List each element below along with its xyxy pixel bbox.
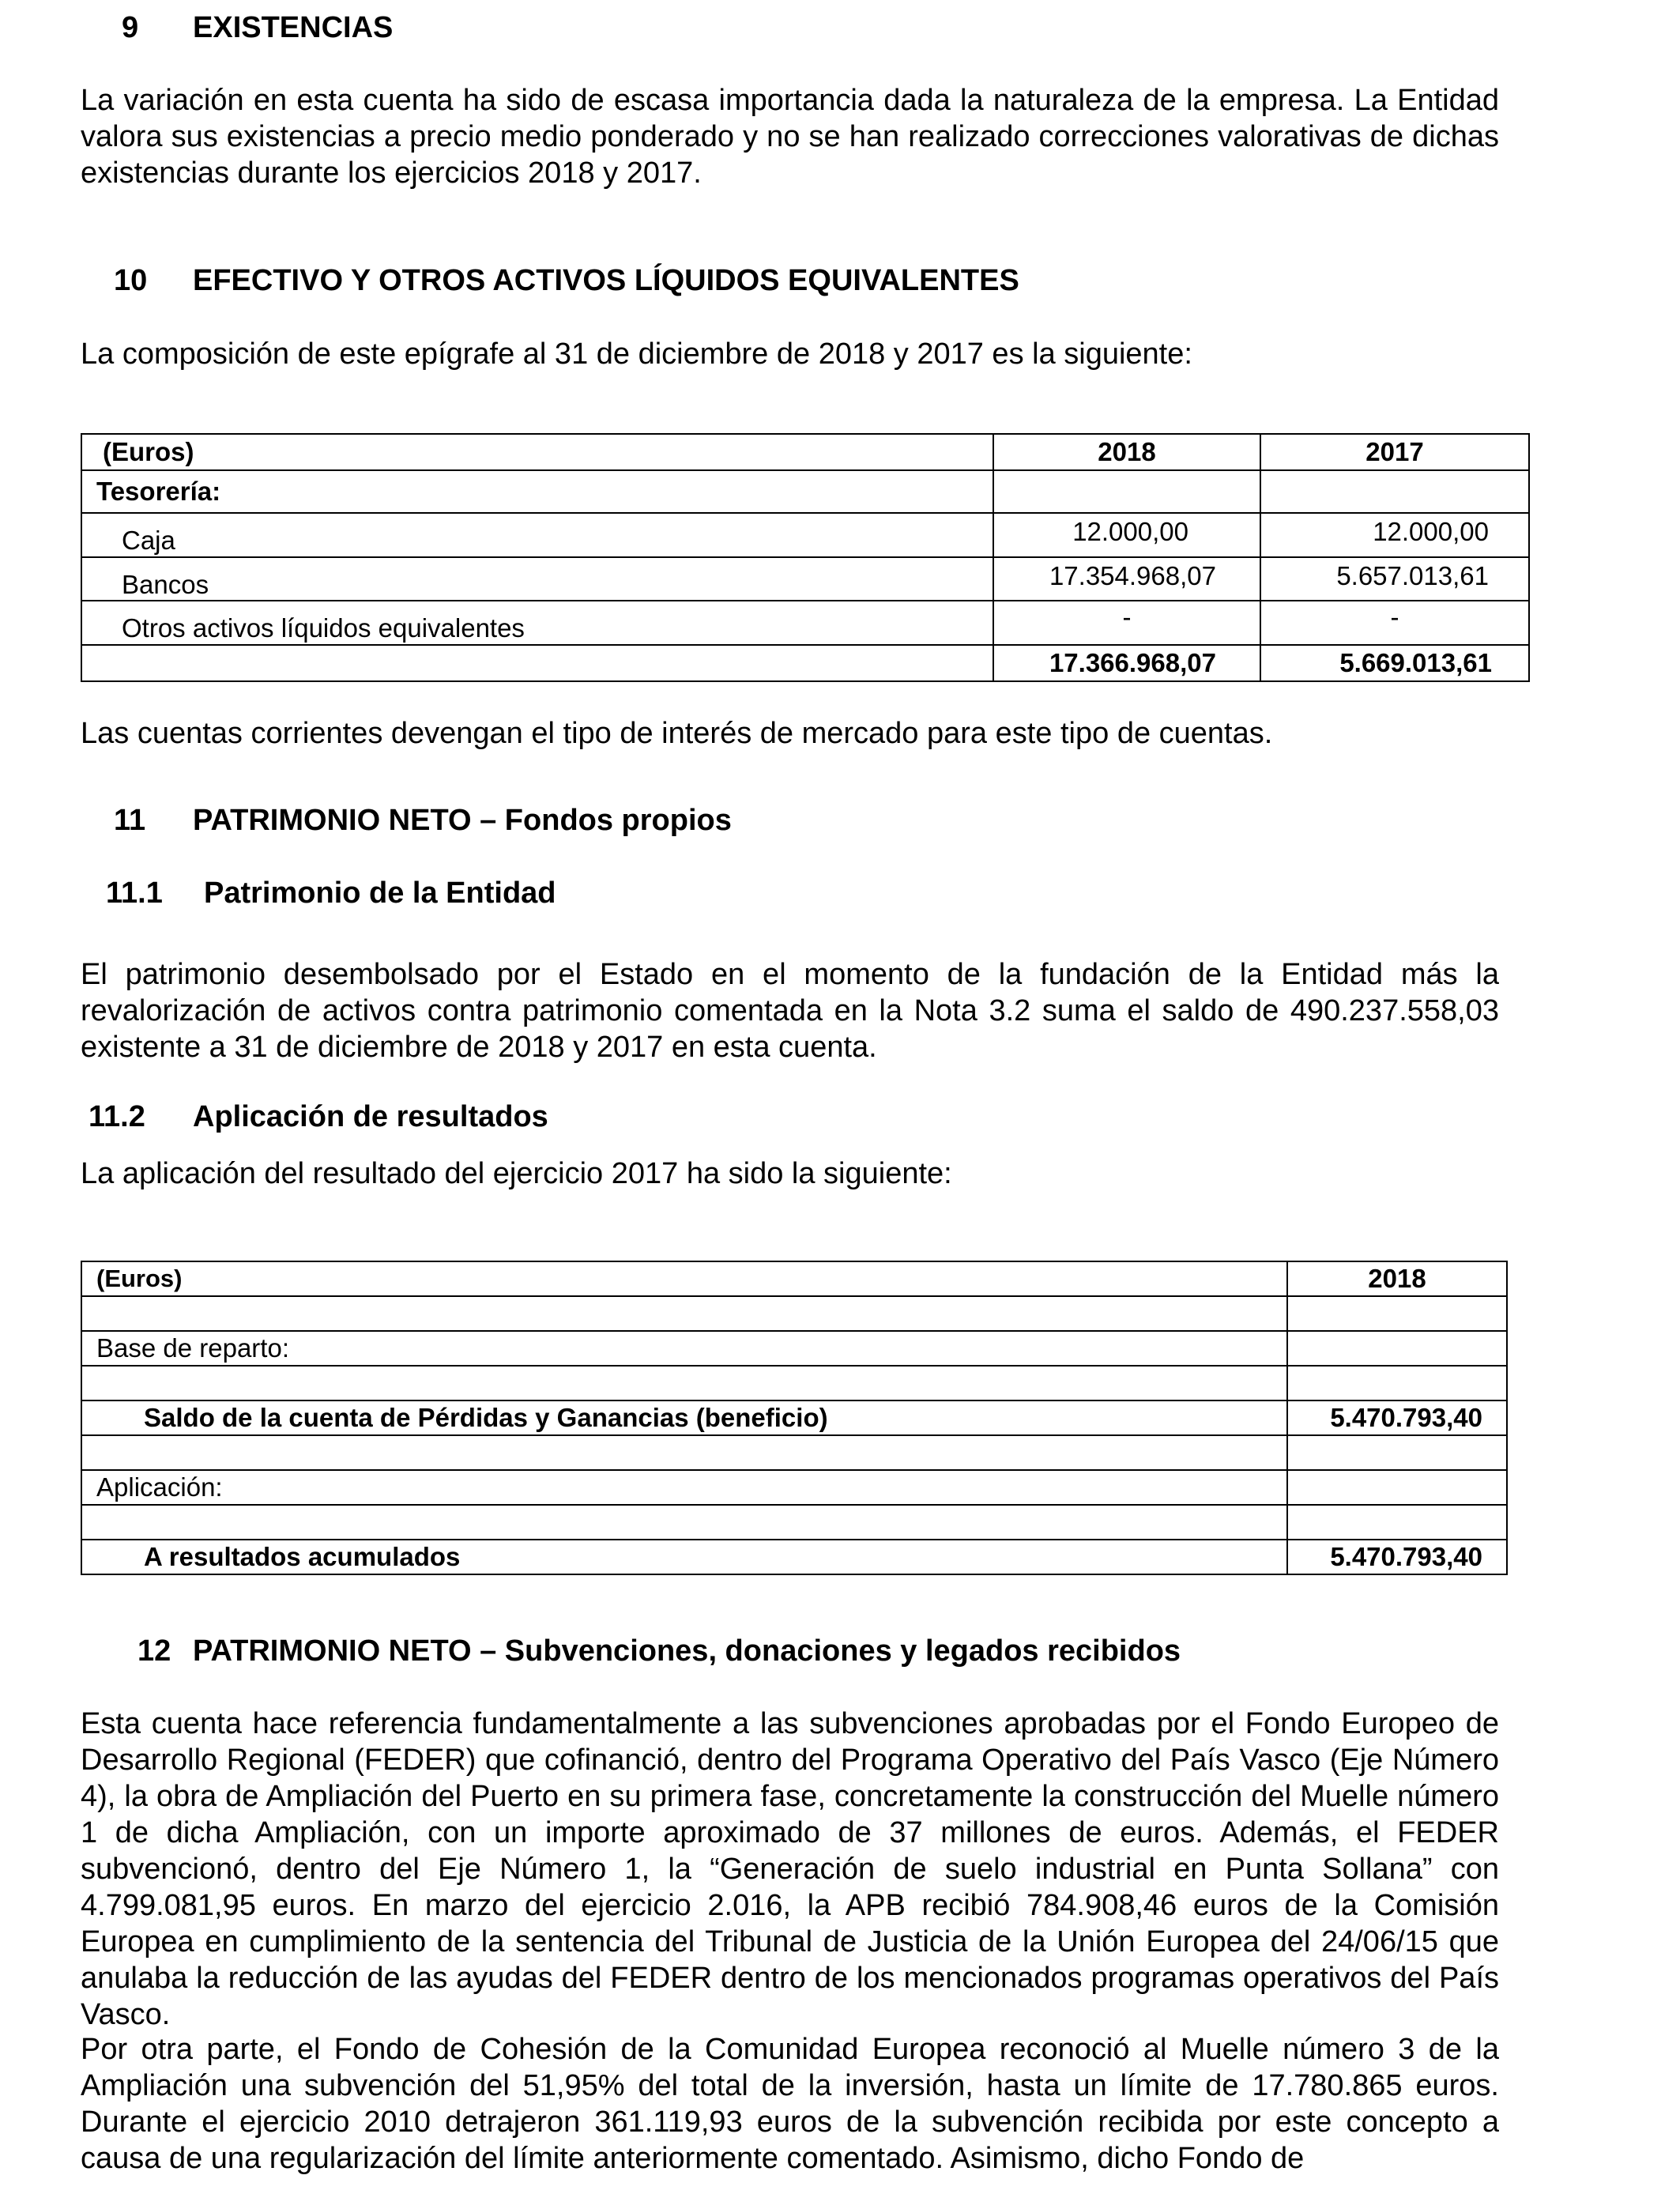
- section-11-2-heading: [89, 1102, 1037, 1133]
- section-12-heading: [137, 1636, 1481, 1668]
- section-10-note: Las cuentas corrientes devengan el tipo de interés de mercado para este tipo de cuentas.: [81, 717, 1273, 750]
- section-10-heading: [114, 266, 1220, 297]
- section-11-1-heading: [106, 878, 1054, 910]
- row-label: Saldo de la cuenta de Pérdidas y Ganancias (beneficio): [81, 1400, 1287, 1435]
- table-row: [81, 1331, 1507, 1366]
- section-number: 11: [114, 804, 146, 837]
- table-header-row: [81, 1261, 1507, 1296]
- section-11-2-intro: La aplicación del resultado del ejercicio 2017 ha sido la siguiente:: [81, 1157, 952, 1190]
- section-11-heading: [114, 805, 1062, 837]
- table-spacer-row: [81, 1505, 1507, 1540]
- group-label: Tesorería:: [81, 470, 993, 513]
- section-title: EXISTENCIAS: [193, 11, 394, 44]
- total-2018: 17.366.968,07: [993, 645, 1260, 681]
- row-label: Aplicación:: [81, 1470, 1287, 1505]
- row-value-2017: 12.000,00: [1260, 513, 1529, 557]
- row-value-2017: -: [1260, 601, 1529, 645]
- row-value: 5.470.793,40: [1287, 1540, 1507, 1574]
- table-total-row: [81, 645, 1529, 681]
- header-label: (Euros): [81, 434, 993, 470]
- section-title: Aplicación de resultados: [193, 1100, 548, 1133]
- section-number: 9: [122, 11, 139, 44]
- table-group-row: [81, 470, 1529, 513]
- section-number: 11.1: [106, 876, 163, 910]
- section-12-paragraph-1: Esta cuenta hace referencia fundamentalmente a las subvenciones aprobadas por el Fondo Europeo de Desarrollo Regional (FEDER) que cofinanció, dentro del Programa Operativo del País Vasco (Eje Número 4), la obra de Ampliación del Puerto en su primera fase, concretamente la construcción del Muelle número 1 de dicha Ampliación, con un importe aproximado de 37 millones de euros. Además, el FEDER subvencionó, dentro del Eje Número 1, la “Generación de suelo industrial en Punta Sollana” con 4.799.081,95 euros. En marzo del ejercicio 2.016, la APB recibió 784.908,46 euros de la Comisión Europea en cumplimiento de la sentencia del Tribunal de Justicia de la Unión Europea del 24/06/15 que anulaba la reducción de las ayudas del FEDER dentro de los mencionados programas operativos del País Vasco.: [81, 1707, 1499, 2031]
- table-row: [81, 1540, 1507, 1574]
- row-label: A resultados acumulados: [81, 1540, 1287, 1574]
- table-row: [81, 1400, 1507, 1435]
- row-value-2018: 17.354.968,07: [993, 557, 1260, 601]
- row-label: Otros activos líquidos equivalentes: [81, 601, 993, 645]
- header-year: 2018: [1287, 1261, 1507, 1296]
- section-title: Patrimonio de la Entidad: [204, 876, 556, 910]
- table-spacer-row: [81, 1435, 1507, 1470]
- section-11-1-paragraph: El patrimonio desembolsado por el Estado en el momento de la fundación de la Entidad más la revalorización de activos contra patrimonio comentada en la Nota 3.2 suma el saldo de 490.237.558,03 existente a 31 de diciembre de 2018 y 2017 en esta cuenta.: [81, 958, 1499, 1064]
- total-2017: 5.669.013,61: [1260, 645, 1529, 681]
- section-9-heading: [122, 13, 754, 44]
- header-2017: 2017: [1260, 434, 1529, 470]
- results-table: [81, 1261, 1508, 1575]
- table-spacer-row: [81, 1296, 1507, 1331]
- section-10-intro: La composición de este epígrafe al 31 de diciembre de 2018 y 2017 es la siguiente:: [81, 337, 1192, 371]
- section-number: 11.2: [89, 1100, 145, 1133]
- table-row: [81, 513, 1529, 557]
- row-value-2018: 12.000,00: [993, 513, 1260, 557]
- table-header-row: [81, 434, 1529, 470]
- row-value-2017: 5.657.013,61: [1260, 557, 1529, 601]
- row-label: Caja: [81, 513, 993, 557]
- header-label: (Euros): [81, 1261, 1287, 1296]
- section-title: PATRIMONIO NETO – Fondos propios: [193, 804, 732, 837]
- table-spacer-row: [81, 1366, 1507, 1400]
- row-label: Base de reparto:: [81, 1331, 1287, 1366]
- table-row: [81, 601, 1529, 645]
- section-number: 10: [114, 264, 148, 297]
- section-number: 12: [137, 1634, 171, 1668]
- row-value-2018: -: [993, 601, 1260, 645]
- row-value: 5.470.793,40: [1287, 1400, 1507, 1435]
- table-row: [81, 557, 1529, 601]
- section-title: PATRIMONIO NETO – Subvenciones, donaciones y legados recibidos: [193, 1634, 1181, 1668]
- table-row: [81, 1470, 1507, 1505]
- header-2018: 2018: [993, 434, 1260, 470]
- section-title: EFECTIVO Y OTROS ACTIVOS LÍQUIDOS EQUIVALENTES: [193, 264, 1019, 297]
- row-label: Bancos: [81, 557, 993, 601]
- section-12-paragraph-2: Por otra parte, el Fondo de Cohesión de la Comunidad Europea reconoció al Muelle número 3 de la Ampliación una subvención del 51,95% del total de la inversión, hasta un límite de 17.780.865 euros. Durante el ejercicio 2010 detrajeron 361.119,93 euros de la subvención recibida por este concepto a causa de una regularización del límite anteriormente comentado. Asimismo, dicho Fondo de: [81, 2033, 1499, 2175]
- cash-table: [81, 433, 1530, 682]
- section-9-paragraph: La variación en esta cuenta ha sido de escasa importancia dada la naturaleza de la empresa. La Entidad valora sus existencias a precio medio ponderado y no se han realizado correcciones valorativas de dichas existencias durante los ejercicios 2018 y 2017.: [81, 84, 1499, 190]
